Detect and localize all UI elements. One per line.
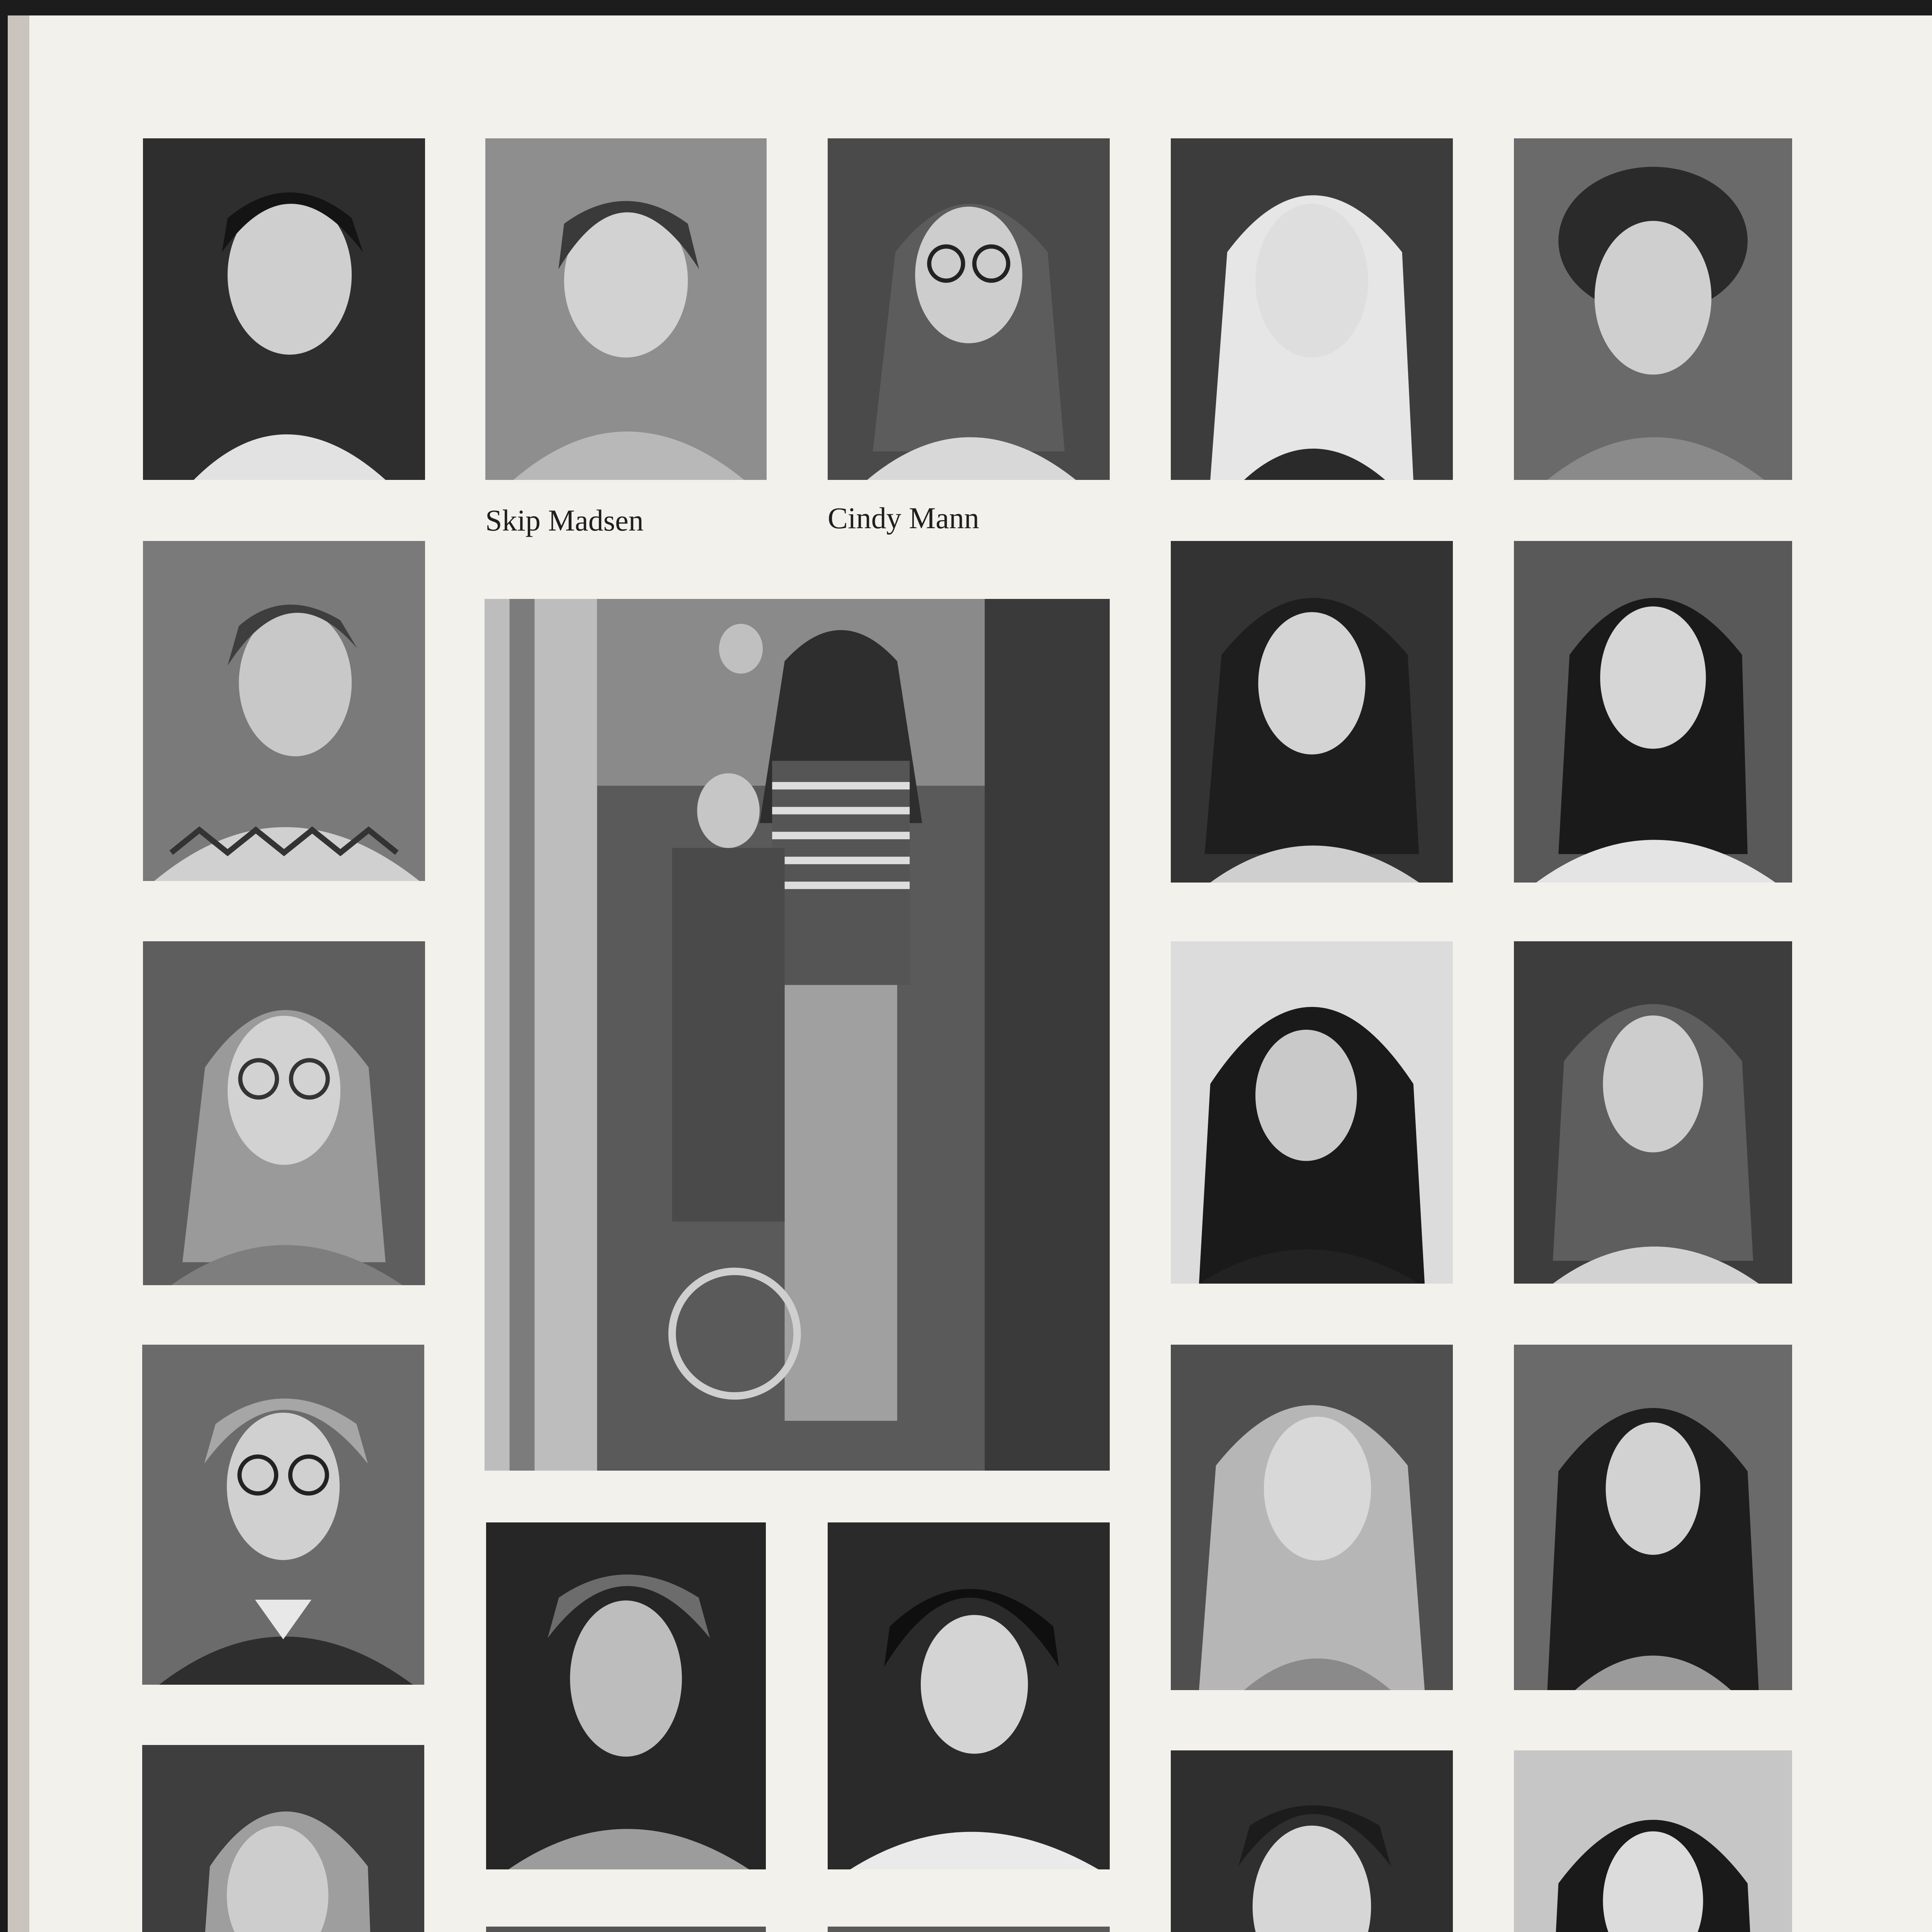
portrait-photo-row6-col3 bbox=[828, 1927, 1110, 1932]
portrait-photo-row4-col1 bbox=[142, 1345, 424, 1685]
caption-skip-madsen bbox=[485, 500, 644, 541]
portrait-photo-row6-col2 bbox=[486, 1927, 766, 1932]
caption-name: Skip Madsen bbox=[485, 503, 644, 537]
portrait-photo-row2-col5 bbox=[1514, 541, 1792, 883]
portrait-photo-row5-col1 bbox=[142, 1745, 424, 1932]
portrait-photo-row2-col4 bbox=[1171, 541, 1453, 883]
portrait-photo-steve-mendyk-upper bbox=[486, 1522, 766, 1869]
portrait-photo-row4-col3 bbox=[828, 1522, 1110, 1869]
portrait-photo-row5-col4 bbox=[1171, 1750, 1453, 1932]
yearbook-page bbox=[8, 15, 1932, 1932]
caption-name: Cindy Mann bbox=[828, 501, 980, 535]
portrait-photo-row1-col5 bbox=[1514, 138, 1792, 480]
portrait-photo-row3-col5 bbox=[1514, 941, 1792, 1284]
caption-cindy-mann bbox=[828, 498, 979, 539]
portrait-photo-row3-col1 bbox=[143, 941, 425, 1285]
portrait-photo-row1-col4 bbox=[1171, 138, 1453, 480]
candid-photo-hallway-bicycle bbox=[485, 599, 1110, 1471]
portrait-photo-skip-madsen bbox=[485, 138, 767, 480]
portrait-photo-cindy-mann bbox=[828, 138, 1110, 480]
portrait-photo-row5-col5 bbox=[1514, 1750, 1792, 1932]
portrait-photo-row2-col1 bbox=[143, 541, 425, 881]
portrait-photo-row4-col5 bbox=[1514, 1345, 1792, 1690]
portrait-photo-row3-col4 bbox=[1171, 941, 1453, 1284]
portrait-photo-row1-col1 bbox=[143, 138, 425, 480]
portrait-photo-row4-col4 bbox=[1171, 1345, 1453, 1690]
